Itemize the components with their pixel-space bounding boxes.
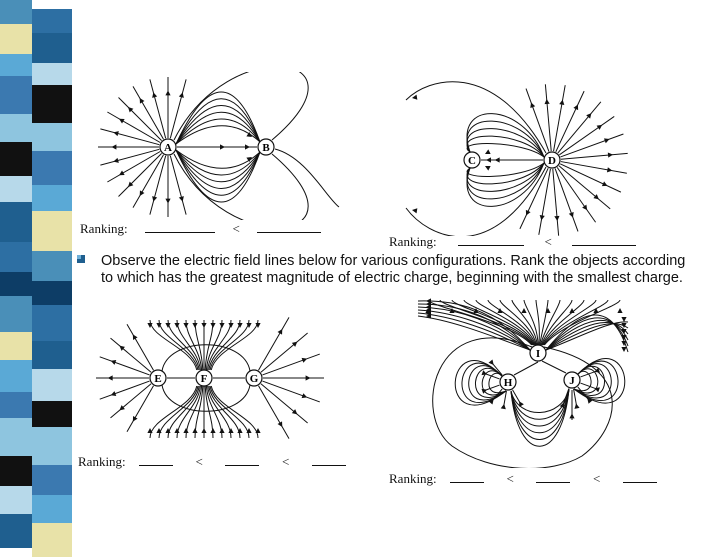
stripe-tile <box>32 465 72 495</box>
arrow-head <box>210 428 215 433</box>
arrow-head <box>174 323 179 328</box>
diagram-cd <box>398 78 650 236</box>
field-line <box>514 362 538 375</box>
stripe-tile <box>0 76 32 114</box>
arrow-head <box>228 323 233 328</box>
arrow-head <box>545 99 550 104</box>
charge-label: B <box>262 142 270 154</box>
diagram-ab <box>84 72 340 220</box>
stripe-tile <box>0 54 32 76</box>
field-line <box>259 317 290 370</box>
stripe-tile <box>32 251 72 281</box>
field-line <box>511 389 569 426</box>
stripe-tile <box>32 63 72 85</box>
stripe-tile <box>32 33 72 63</box>
field-line <box>119 153 162 196</box>
charge-label: I <box>535 348 541 360</box>
arrow-head <box>597 125 603 130</box>
ranking-label: Ranking: <box>389 471 437 486</box>
less-than: < <box>232 221 240 236</box>
arrow-head <box>179 196 184 202</box>
answer-blank[interactable] <box>145 223 215 233</box>
answer-blank[interactable] <box>450 473 484 483</box>
field-line <box>559 166 610 209</box>
field-line <box>556 91 584 152</box>
stripe-tile <box>32 85 72 123</box>
arrow-head <box>495 157 500 162</box>
field-line <box>455 361 506 406</box>
charge-label: H <box>503 377 513 389</box>
ranking-cd <box>389 234 636 250</box>
field-line <box>406 167 546 236</box>
field-line <box>558 102 601 153</box>
answer-blank[interactable] <box>257 223 321 233</box>
stripe-tile <box>32 495 72 523</box>
arrow-head <box>488 359 493 365</box>
arrow-head <box>179 92 184 98</box>
stripe-tile <box>32 305 72 341</box>
arrow-head <box>183 323 188 328</box>
arrow-head <box>621 347 626 352</box>
arrow-head <box>220 144 225 149</box>
stripe-tile <box>32 281 72 305</box>
arrow-head <box>569 413 574 418</box>
field-line <box>261 384 308 423</box>
ranking-efg <box>78 454 346 470</box>
arrow-head <box>192 323 197 328</box>
field-line <box>542 361 566 373</box>
field-line <box>560 134 623 157</box>
charge-label: C <box>468 155 476 167</box>
arrow-head <box>113 131 119 136</box>
answer-blank[interactable] <box>536 473 570 483</box>
arrow-head <box>412 95 417 100</box>
field-line <box>553 169 559 236</box>
stripe-tile <box>0 142 32 176</box>
field-line <box>574 359 625 404</box>
stripe-tile <box>32 341 72 369</box>
stripe-tile <box>0 514 32 548</box>
ranking-ab <box>80 221 321 237</box>
field-line <box>555 168 578 231</box>
less-than: < <box>195 454 203 469</box>
arrow-head <box>608 153 613 158</box>
charge-label: D <box>548 155 556 167</box>
arrow-head <box>165 199 170 204</box>
stripe-tile <box>0 24 32 54</box>
stripe-tile <box>0 360 32 392</box>
field-line <box>561 153 628 159</box>
arrow-head <box>113 158 119 163</box>
field-line <box>150 320 197 370</box>
field-line <box>557 167 595 222</box>
arrow-head <box>554 216 559 221</box>
field-line <box>545 84 551 151</box>
charge-label: G <box>249 373 259 385</box>
stripe-tile <box>0 418 32 456</box>
stripe-tile <box>32 369 72 401</box>
stripe-tile <box>32 185 72 211</box>
field-line <box>211 386 258 438</box>
field-line <box>467 163 544 191</box>
arrow-head <box>485 149 491 154</box>
stripe-tile <box>0 242 32 272</box>
stripe-tile <box>0 456 32 486</box>
answer-blank[interactable] <box>225 456 259 466</box>
arrow-head <box>219 323 224 328</box>
stripe-tile <box>0 202 32 242</box>
arrow-head <box>152 92 157 98</box>
decorative-stripe <box>0 0 72 546</box>
arrow-head <box>521 308 526 313</box>
charge-label: E <box>154 373 162 385</box>
arrow-head <box>152 196 157 202</box>
arrow-head <box>165 90 170 95</box>
arrow-head <box>108 375 113 380</box>
arrow-head <box>192 428 197 433</box>
field-line <box>262 354 319 375</box>
field-line <box>211 320 258 370</box>
less-than: < <box>282 454 290 469</box>
ranking-label: Ranking: <box>78 454 126 469</box>
arrow-head <box>540 215 545 220</box>
arrow-head <box>183 428 188 433</box>
stripe-tile <box>0 332 32 360</box>
answer-blank[interactable] <box>312 456 346 466</box>
less-than: < <box>544 234 552 249</box>
arrow-head <box>201 323 206 328</box>
stripe-tile <box>0 486 32 514</box>
field-line <box>559 116 614 154</box>
field-line <box>539 169 551 235</box>
stripe-tile <box>32 523 72 557</box>
diagram-hij <box>412 296 636 468</box>
arrow-head <box>306 375 311 380</box>
stripe-tile <box>0 296 32 332</box>
answer-blank[interactable] <box>139 456 173 466</box>
arrow-head <box>412 208 417 213</box>
less-than: < <box>506 471 514 486</box>
arrow-head <box>582 205 587 211</box>
field-line <box>168 320 199 370</box>
field-line <box>554 85 566 151</box>
answer-blank[interactable] <box>623 473 657 483</box>
instruction-text: Observe the electric field lines below for various configurations. Rank the objects according to which has the greatest magnitude of electric charge, beginning with the smallest charge. <box>101 253 686 286</box>
stripe-tile <box>32 151 72 185</box>
field-line <box>467 163 544 184</box>
field-line <box>540 300 548 345</box>
stripe-tile <box>32 123 72 151</box>
field-line <box>467 129 544 157</box>
field-line <box>150 386 197 438</box>
stripe-tile <box>0 272 32 296</box>
ranking-hij <box>389 471 657 487</box>
arrow-head <box>486 157 491 162</box>
arrow-head <box>519 401 524 407</box>
field-line <box>100 381 150 399</box>
arrow-head <box>574 403 579 408</box>
field-line <box>262 381 319 402</box>
ranking-label: Ranking: <box>389 234 437 249</box>
arrow-head <box>245 144 250 149</box>
field-line <box>119 98 162 141</box>
stripe-tile <box>0 176 32 202</box>
answer-blank[interactable] <box>572 236 636 246</box>
charge-label: F <box>200 373 208 385</box>
arrow-head <box>111 144 116 149</box>
less-than: < <box>593 471 601 486</box>
arrow-head <box>607 167 612 172</box>
field-line <box>540 300 560 345</box>
arrow-head <box>201 428 206 433</box>
ranking-label: Ranking: <box>80 221 128 236</box>
field-line <box>100 357 150 375</box>
field-line <box>433 338 613 468</box>
arrow-head <box>210 323 215 328</box>
stripe-tile <box>0 114 32 142</box>
stripe-tile <box>32 427 72 465</box>
arrow-head <box>501 404 506 409</box>
stripe-tile <box>0 392 32 418</box>
stripe-tile <box>32 9 72 33</box>
arrow-head <box>559 100 564 105</box>
arrow-head <box>485 166 491 171</box>
field-line <box>261 333 308 372</box>
field-line <box>526 89 549 152</box>
field-line <box>467 121 544 157</box>
arrow-head <box>617 308 622 313</box>
field-line <box>560 164 621 192</box>
diagram-efg <box>88 316 334 442</box>
field-line <box>467 163 544 199</box>
field-line <box>561 162 627 174</box>
bullet-icon <box>76 254 86 264</box>
arrow-head <box>219 428 224 433</box>
charge-label: J <box>569 375 575 387</box>
field-line <box>467 136 544 157</box>
stripe-tile <box>32 401 72 427</box>
field-line <box>259 386 290 439</box>
stripe-tile <box>32 211 72 251</box>
stripe-tile <box>0 0 32 24</box>
charge-label: A <box>164 142 172 154</box>
answer-blank[interactable] <box>458 236 524 246</box>
arrow-head <box>621 317 626 322</box>
